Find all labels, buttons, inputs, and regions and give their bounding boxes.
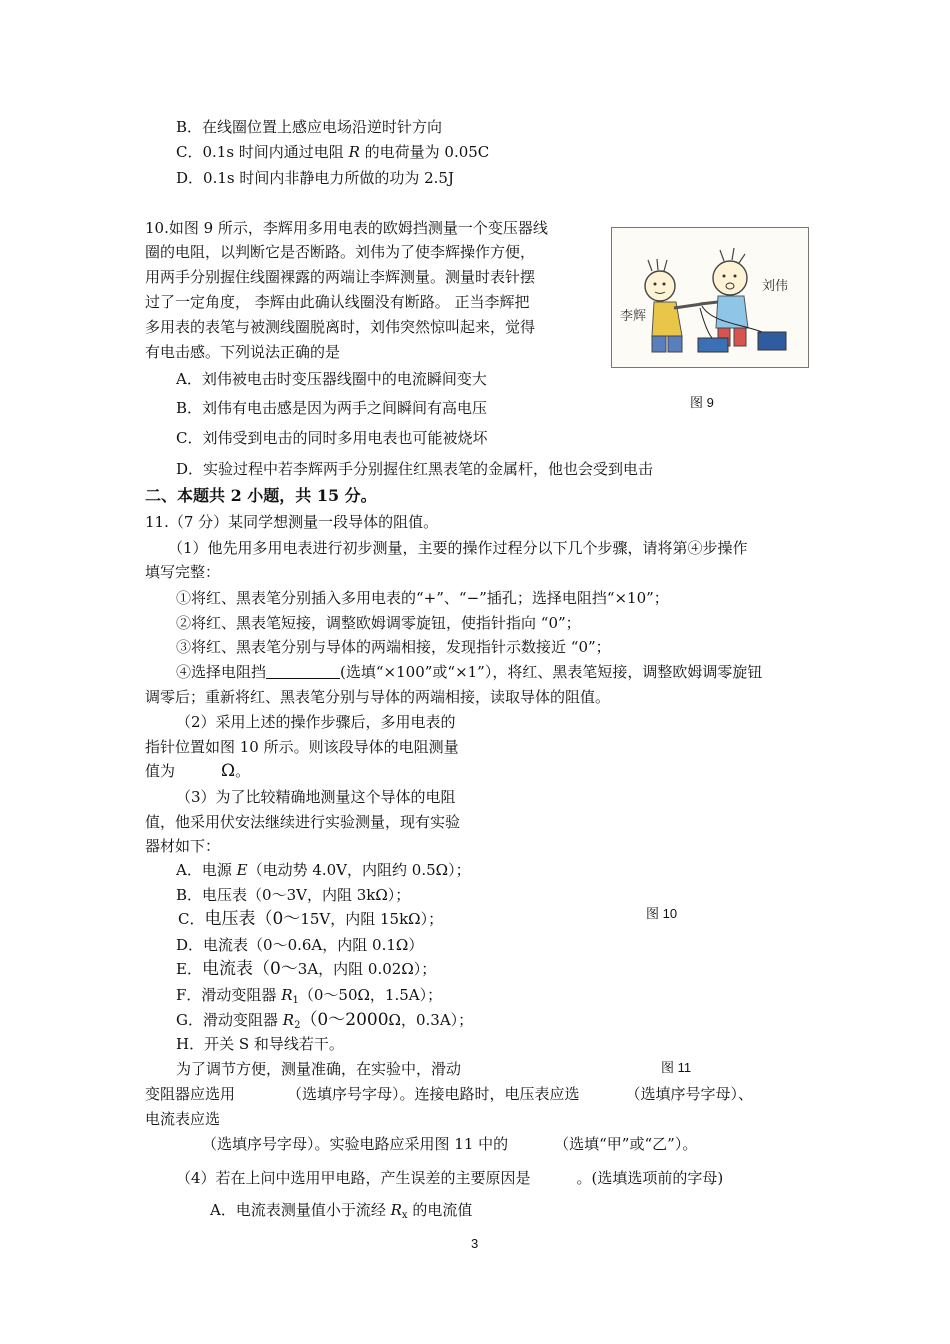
q11-step: ③将红、黑表笔分别与导体的两端相接，发现指针示数接近 “0”；	[176, 638, 611, 656]
q11-step: ①将红、黑表笔分别插入多用电表的“+”、“−”插孔；选择电阻挡“×10”；	[176, 589, 669, 607]
page-number: 3	[471, 1236, 479, 1251]
q10-option-b: B．刘伟有电击感是因为两手之间瞬间有高电压	[176, 399, 488, 417]
section-2-heading: 二、本题共 2 小题，共 15 分。	[145, 486, 377, 505]
q10-option-d: D．实验过程中若李辉两手分别握住红黑表笔的金属杆，他也会受到电击	[176, 460, 654, 478]
q11-step-4-continued: 调零后；重新将红、黑表笔分别与导体的两端相接，读取导体的阻值。	[145, 688, 611, 706]
figure-10-caption: 图 10	[646, 906, 678, 921]
equipment-h: H．开关 S 和导线若干。	[176, 1035, 344, 1053]
q10-option-c: C．刘伟受到电击的同时多用电表也可能被烧坏	[176, 429, 488, 447]
q10-option-a: A．刘伟被电击时变压器线圈中的电流瞬间变大	[176, 370, 487, 388]
equipment-d: D．电流表（0～0.6A，内阻 0.1Ω）	[176, 936, 424, 954]
q10-stem-line: 多用表的表笔与被测线圈脱离时，刘伟突然惊叫起来，觉得	[145, 318, 536, 336]
figure-9-name-left: 李辉	[620, 309, 647, 324]
q11-part2-line: 指针位置如图 10 所示。则该段导体的电阻测量	[145, 738, 459, 756]
figure-11-caption: 图 11	[661, 1060, 692, 1075]
equipment-a: A．电源 E（电动势 4.0V，内阻约 0.5Ω）；	[176, 861, 471, 879]
q9-option-c: C．0.1s 时间内通过电阻 R 的电荷量为 0.05C	[176, 143, 490, 161]
q10-stem-line: 10.如图 9 所示，李辉用多用电表的欧姆挡测量一个变压器线	[145, 219, 548, 237]
equipment-f: F．滑动变阻器 $R_1(0\sim 50\Omega$，1.5A）；	[176, 986, 443, 1006]
q11-part4: （4）若在上问中选用甲电路，产生误差的主要原因是 。(选填选项前的字母)	[176, 1169, 724, 1187]
q11-part3-question: 电流表应选	[145, 1110, 221, 1128]
q11-part2-answer: 值为 Ω。	[145, 761, 251, 781]
q10-stem-line: 过了一定角度， 李辉由此确认线圈没有断路。 正当李辉把	[145, 293, 530, 311]
q9-option-d: D．0.1s 时间内非静电力所做的功为 2.5J	[176, 169, 454, 187]
equipment-c: C．电压表（0～15V，内阻 15kΩ）；	[178, 909, 444, 929]
equipment-e: E．电流表（0～3A，内阻 0.02Ω）；	[176, 959, 437, 979]
q11-step-4: ④选择电阻挡 (选填“×100”或“×1”），将红、黑表笔短接，调整欧姆调零旋钮	[176, 663, 763, 681]
q10-stem-line: 用两手分别握住线圈裸露的两端让李辉测量。测量时表针摆	[145, 268, 536, 286]
q11-part1-line: 填写完整：	[145, 563, 221, 581]
q9-option-b: B．在线圈位置上感应电场沿逆时针方向	[176, 118, 443, 136]
q11-part3-line: （3）为了比较精确地测量这个导体的电阻	[176, 788, 456, 806]
q11-part3-question: 为了调节方便，测量准确，在实验中，滑动	[176, 1060, 462, 1078]
q11-part3-line: 器材如下：	[145, 837, 221, 855]
q11-part1-line: （1）他先用多用电表进行初步测量，主要的操作过程分以下几个步骤，请将第④步操作	[168, 539, 748, 557]
q11-heading: 11.（7 分）某同学想测量一段导体的阻值。	[145, 513, 439, 531]
q11-step: ②将红、黑表笔短接，调整欧姆调零旋钮，使指针指向 “0”；	[176, 614, 581, 632]
q11-part3-line: 值，他采用伏安法继续进行实验测量，现有实验	[145, 813, 461, 831]
figure-9-caption: 图 9	[690, 395, 714, 410]
equipment-g: G．滑动变阻器 $R_2(0\sim 2000\Omega$，0.3A）；	[176, 1010, 474, 1031]
q11-part4-option-a: A．电流表测量值小于流经 $R_x$ 的电流值	[210, 1201, 473, 1221]
q10-stem-line: 有电击感。下列说法正确的是	[145, 343, 341, 361]
q10-stem-line: 圈的电阻，以判断它是否断路。刘伟为了使李辉操作方便，	[145, 243, 536, 261]
figure-9-cartoon	[611, 227, 809, 368]
q11-part2-line: （2）采用上述的操作步骤后，多用电表的	[176, 713, 456, 731]
q11-part3-question: 变阻器应选用 （选填序号字母）。连接电路时，电压表应选 （选填序号字母）、	[145, 1085, 754, 1103]
q11-part3-question: （选填序号字母）。实验电路应采用图 11 中的 （选填“甲”或“乙”）。	[202, 1135, 698, 1153]
equipment-b: B．电压表（0～3V，内阻 3kΩ）；	[176, 886, 411, 904]
figure-9-name-right: 刘伟	[762, 279, 789, 294]
answer-blank	[266, 664, 340, 679]
